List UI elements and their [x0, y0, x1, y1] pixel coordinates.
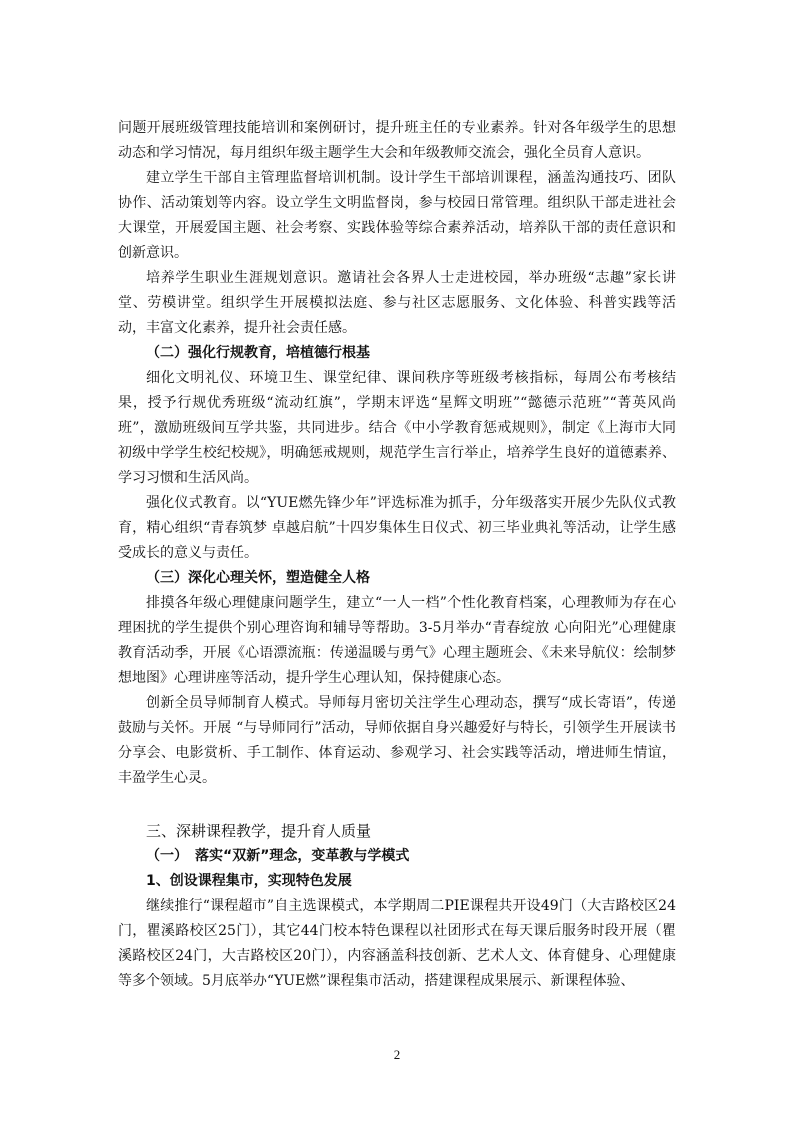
paragraph-ceremony-education: 强化仪式教育。以“YUE燃先锋少年”评选标准为抓手，分年级落实开展少先队仪式教育，精心组织“青春筑梦 卓越启航”十四岁集体生日仪式、初三毕业典礼等活动，让学生感受成长的意义与责任。 — [118, 495, 676, 561]
heading-conduct-education: （二）强化行规教育，培植德行根基 — [146, 345, 370, 361]
heading-double-new: （一） 落实“双新”理念，变革教与学模式 — [146, 848, 410, 864]
paragraph-career-planning: 培养学生职业生涯规划意识。邀请社会各界人士走进校园，举办班级“志趣”家长讲堂、劳模讲堂。组织学生开展模拟法庭、参与社区志愿服务、文化体验、科普实践等活动，丰富文化素养，提升社会责任感。 — [118, 270, 676, 336]
paragraph-class-management: 问题开展班级管理技能培训和案例研讨，提升班主任的专业素养。针对各年级学生的思想动态和学习情况，每月组织年级主题学生大会和年级教师交流会，强化全员育人意识。 — [118, 120, 676, 161]
heading-course-market: 1、创设课程集市，实现特色发展 — [146, 873, 352, 889]
paragraph-mental-health: 排摸各年级心理健康问题学生，建立“一人一档”个性化教育档案，心理教师为存在心理困扰的学生提供个别心理咨询和辅导等帮助。3-5月举办“青春绽放 心向阳光”心理健康教育活动季，开展《心语漂流瓶：传递温暖与勇气》心理主题班会、《未来导航仪：绘制梦想地图》心理讲座等活动，提升学生心理认知，保持健康心态。 — [118, 595, 676, 686]
page-number: 2 — [393, 1047, 401, 1062]
document-body — [118, 116, 676, 994]
paragraph-civility-assessment: 细化文明礼仪、环境卫生、课堂纪律、课间秩序等班级考核指标，每周公布考核结果，授予行规优秀班级“流动红旗”，学期末评选“星辉文明班”“懿德示范班”“菁英风尚班”，激励班级间互学共鉴，共同进步。结合《中小学教育惩戒规则》，制定《上海市大同初级中学学生校纪校规》，明确惩戒规则，规范学生言行举止，培养学生良好的道德素养、学习习惯和生活风尚。 — [118, 370, 676, 486]
paragraph-course-supermarket: 继续推行“课程超市”自主选课模式，本学期周二PIE课程共开设49门（大吉路校区24门，瞿溪路校区25门），其它44门校本特色课程以社团形式在每天课后服务时段开展（瞿溪路校区24门，大吉路校区20门），内容涵盖科技创新、艺术人文、体育健身、心理健康等多个领域。5月底举办“YUE燃”课程集市活动，搭建课程成果展示、新课程体验、 — [118, 898, 676, 989]
paragraph-student-cadres: 建立学生干部自主管理监督培训机制。设计学生干部培训课程，涵盖沟通技巧、团队协作、活动策划等内容。设立学生文明监督岗，参与校园日常管理。组织队干部走进社会大课堂，开展爱国主题、社会考察、实践体验等综合素养活动，培养队干部的责任意识和创新意识。 — [118, 170, 676, 261]
heading-section-curriculum: 三、深耕课程教学，提升育人质量 — [146, 822, 372, 840]
paragraph-mentor-system: 创新全员导师制育人模式。导师每月密切关注学生心理动态，撰写“成长寄语”，传递鼓励与关怀。开展 “与导师同行”活动，导师依据自身兴趣爱好与特长，引领学生开展读书分享会、电影赏析、手工制作、体育运动、参观学习、社会实践等活动，增进师生情谊，丰盈学生心灵。 — [118, 695, 676, 786]
heading-psychological-care: （三）深化心理关怀，塑造健全人格 — [146, 570, 370, 586]
